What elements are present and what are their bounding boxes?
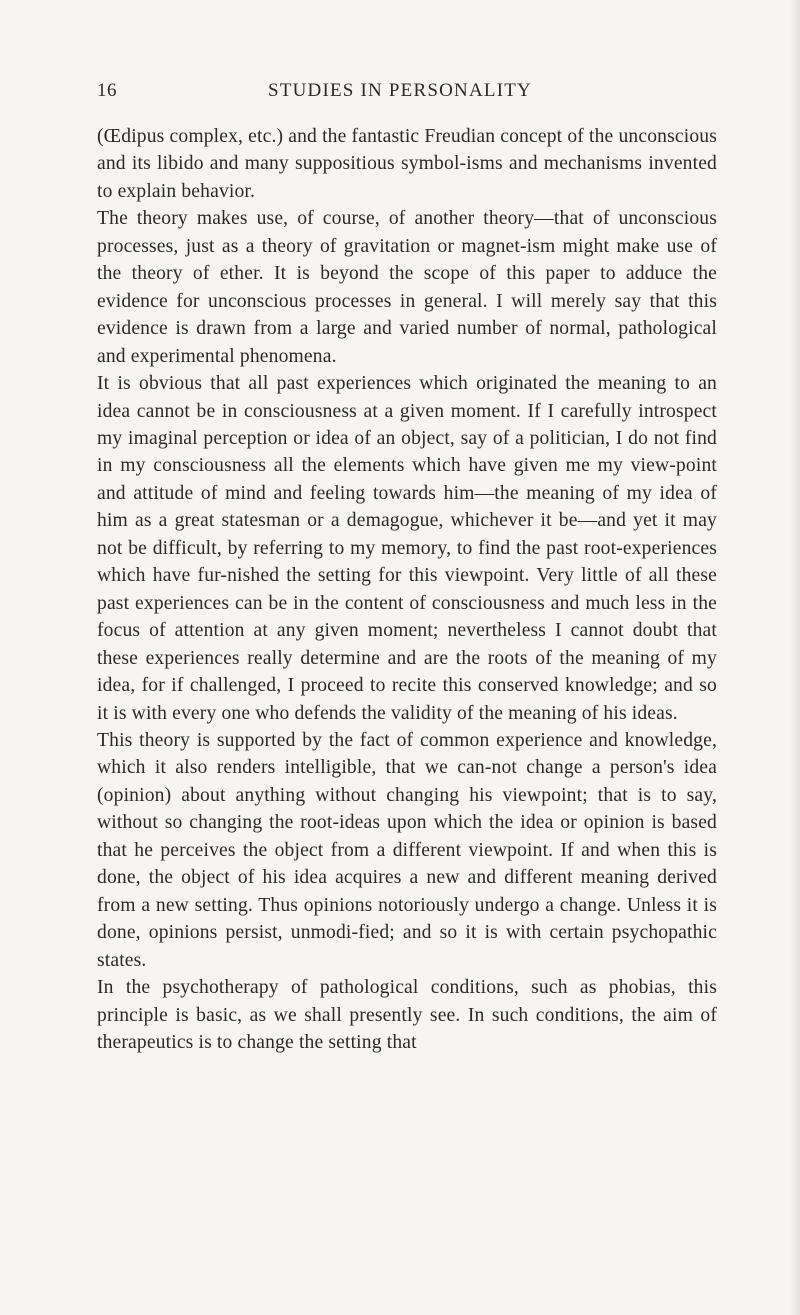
paragraph-2: The theory makes use, of course, of another theory—that of unconscious processes, just as a theory of gravitation or magnet-ism might make use of the theory of ether. It is beyond the scope of this paper to adduce the evidence for unconscious processes in general. I will merely say that this evidence is drawn from a large and varied number of normal, pathological and experimental phenomena. (97, 208, 717, 367)
body-text (97, 123, 717, 1056)
page-header (0, 80, 800, 110)
paragraph-1: (Œdipus complex, etc.) and the fantastic Freudian concept of the unconscious and its libido and many suppositious symbol-isms and mechanisms invented to explain behavior. (97, 126, 717, 202)
paragraph-5: In the psychotherapy of pathological conditions, such as phobias, this principle is basic, as we shall presently see. In such conditions, the aim of therapeutics is to change the setting that (97, 977, 717, 1053)
running-head: STUDIES IN PERSONALITY (268, 80, 532, 101)
page-number: 16 (97, 80, 117, 101)
page-edge-shadow (790, 0, 800, 1315)
paragraph-3: It is obvious that all past experiences which originated the meaning to an idea cannot be in consciousness at a given moment. If I carefully introspect my imaginal perception or idea of an object, say of a politician, I do not find in my consciousness all the elements which have given me my view-point and attitude of mind and feeling towards him—the meaning of my idea of him as a great statesman or a demagogue, whichever it be—and yet it may not be difficult, by referring to my memory, to find the past root-experiences which have fur-nished the setting for this viewpoint. Very little of all these past experiences can be in the content of consciousness and much less in the focus of attention at any given moment; nevertheless I cannot doubt that these experiences really determine and are the roots of the meaning of my idea, for if challenged, I proceed to recite this conserved knowledge; and so it is with every one who defends the validity of the meaning of his ideas. (97, 373, 717, 724)
paragraph-4: This theory is supported by the fact of common experience and knowledge, which it also renders intelligible, that we can-not change a person's idea (opinion) about anything without changing his viewpoint; that is to say, without so changing the root-ideas upon which the idea or opinion is based that he perceives the object from a different viewpoint. If and when this is done, the object of his idea acquires a new and different meaning derived from a new setting. Thus opinions notoriously undergo a change. Unless it is done, opinions persist, unmodi-fied; and so it is with certain psychopathic states. (97, 729, 717, 971)
